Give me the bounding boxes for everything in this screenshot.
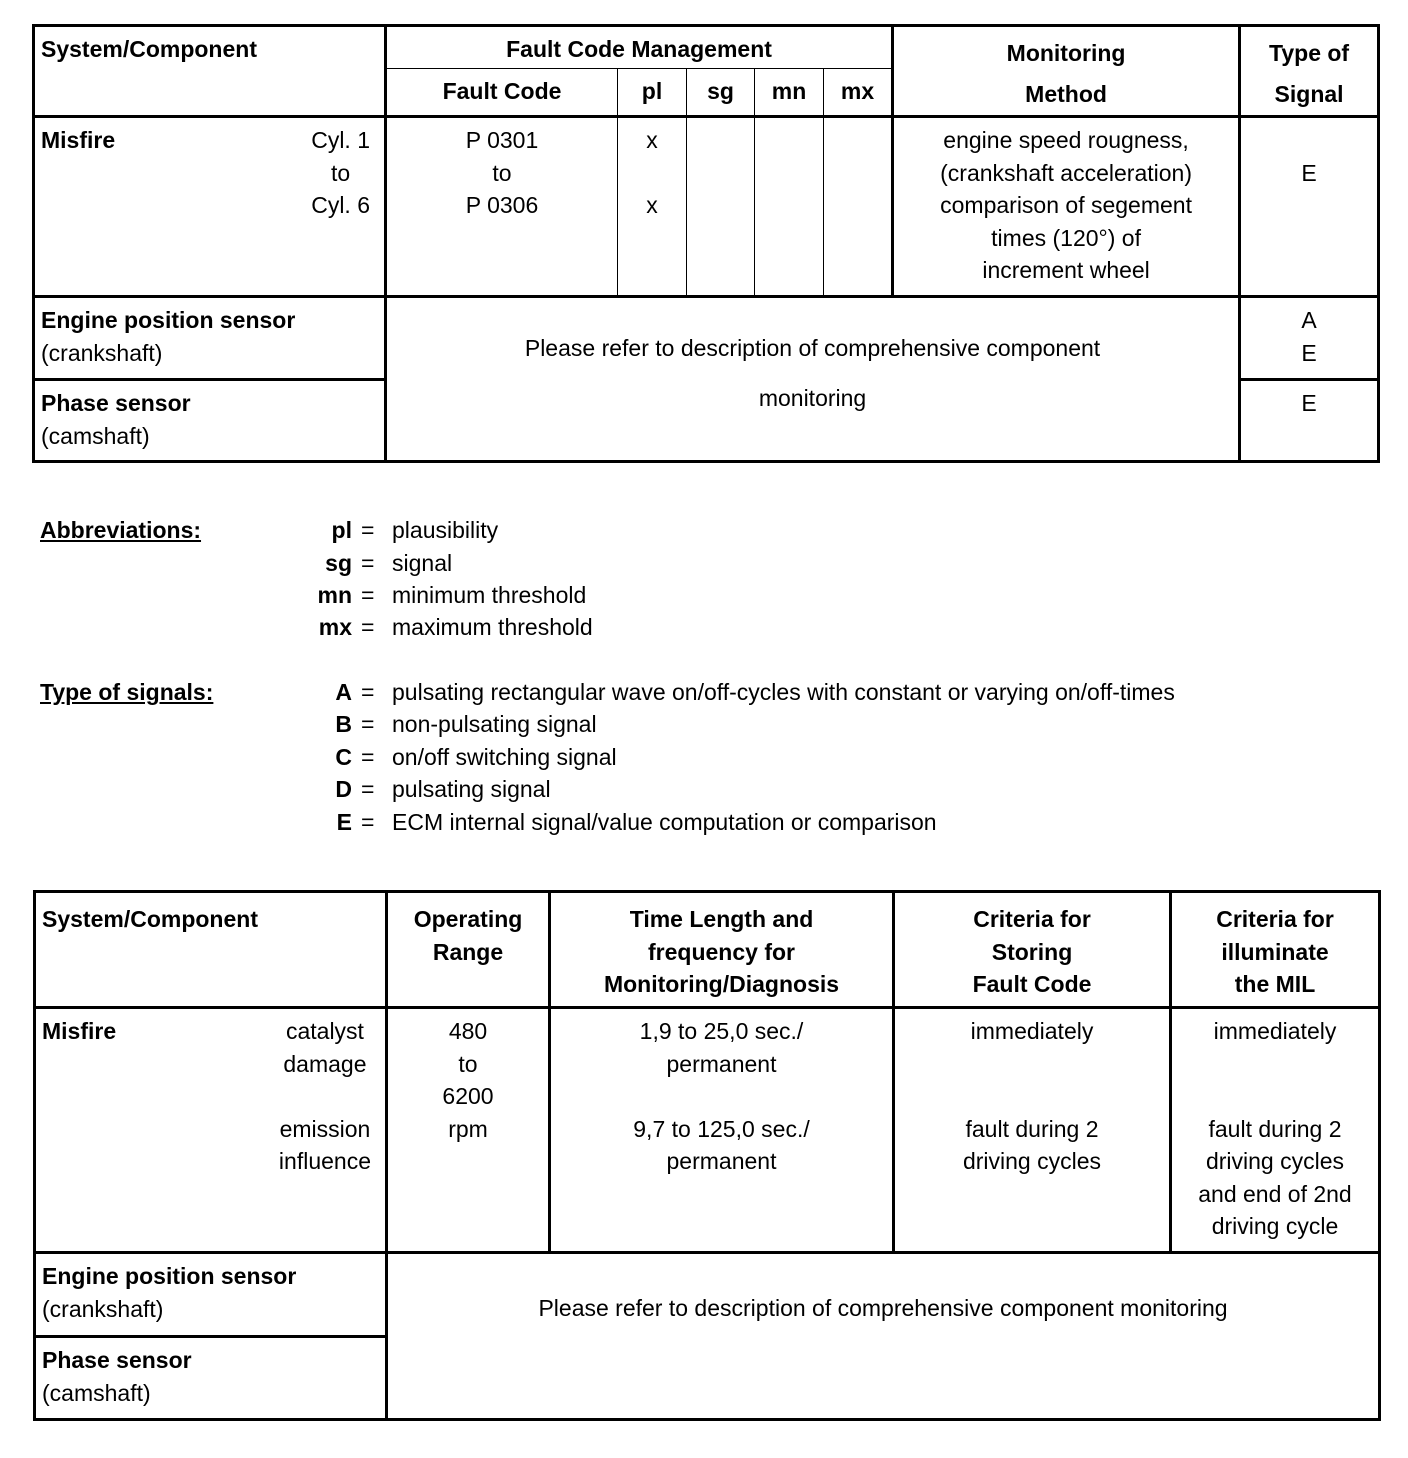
fault-code-table — [32, 24, 1380, 463]
abbr-value: maximum threshold — [392, 614, 593, 640]
table-row-engine-position — [34, 297, 1379, 380]
misfire-time-length: 1,9 to 25,0 sec./ permanent 9,7 to 125,0 sec./ permanent — [550, 1008, 894, 1253]
misfire-sg — [687, 117, 755, 297]
table-row-misfire — [35, 1008, 1380, 1253]
misfire-operating-range: 480 to 6200 rpm — [387, 1008, 550, 1253]
signal-value: pulsating rectangular wave on/off-cycles with constant or varying on/off-times — [392, 679, 1175, 705]
header-operating-range: Operating Range — [387, 892, 550, 1008]
abbr-key: pl — [331, 517, 352, 543]
abbr-key: mx — [318, 614, 352, 640]
signal-key: C — [335, 744, 352, 770]
misfire-label: Misfire — [42, 1018, 117, 1044]
operating-criteria-table — [33, 890, 1381, 1421]
header-time-length: Time Length and frequency for Monitoring/Diagnosis — [550, 892, 894, 1008]
header-criteria-storing: Criteria for Storing Fault Code — [894, 892, 1171, 1008]
phase-label: Phase sensor — [42, 1347, 192, 1373]
signal-value: on/off switching signal — [392, 744, 617, 770]
header-criteria-mil: Criteria for illuminate the MIL — [1171, 892, 1380, 1008]
signal-value: non-pulsating signal — [392, 711, 597, 737]
misfire-criteria-storing: immediately fault during 2 driving cycles — [894, 1008, 1171, 1253]
abbr-key: sg — [325, 550, 352, 576]
abbr-value: plausibility — [392, 517, 499, 543]
engine-position-cell — [35, 1253, 387, 1337]
phase-label: Phase sensor — [41, 390, 191, 416]
misfire-cell — [35, 1008, 387, 1253]
engine-position-label: Engine position sensor — [41, 307, 296, 333]
phase-cell — [34, 380, 386, 462]
misfire-signal: E — [1240, 117, 1379, 297]
misfire-cell — [34, 117, 386, 297]
misfire-criteria-mil: immediately fault during 2 driving cycles and end of 2nd driving cycle — [1171, 1008, 1380, 1253]
signal-value: pulsating signal — [392, 776, 551, 802]
misfire-mx — [824, 117, 893, 297]
header-system: System/Component — [35, 892, 387, 1008]
misfire-pl: x x — [618, 117, 687, 297]
engine-position-cell — [34, 297, 386, 380]
signal-key: E — [336, 809, 352, 835]
header-sg: sg — [687, 69, 755, 117]
misfire-cylinders: Cyl. 1 to Cyl. 6 — [311, 127, 370, 218]
signal-value: ECM internal signal/value computation or comparison — [392, 809, 937, 835]
refer-note: Please refer to description of comprehensive component monitoring — [387, 1253, 1380, 1420]
refer-note: Please refer to description of comprehensive component monitoring — [386, 297, 1240, 462]
table-row-misfire — [34, 117, 1379, 297]
header-fault-code: Fault Code — [386, 69, 618, 117]
header-pl: pl — [618, 69, 687, 117]
engine-position-label: Engine position sensor — [42, 1263, 297, 1289]
phase-cell — [35, 1337, 387, 1420]
misfire-conditions: catalyst damage emission influence — [278, 1018, 371, 1174]
header-mx: mx — [824, 69, 893, 117]
signal-key: A — [335, 679, 352, 705]
misfire-method: engine speed rougness, (crankshaft acceleration) comparison of segement times (120°) of increment wheel — [893, 117, 1240, 297]
engine-position-sub: (crankshaft) — [42, 1295, 164, 1322]
header-monitoring-method: Monitoring Method — [893, 26, 1240, 117]
abbr-key: mn — [317, 582, 352, 608]
signals-label: Type of signals: — [40, 679, 214, 705]
phase-signal: E — [1240, 380, 1379, 462]
table-row-engine-position — [35, 1253, 1380, 1337]
misfire-fault-codes: P 0301 to P 0306 — [386, 117, 618, 297]
abbreviations-label: Abbreviations: — [40, 517, 202, 543]
phase-sub: (camshaft) — [41, 422, 150, 449]
signal-key: D — [335, 776, 352, 802]
signal-key: B — [335, 711, 352, 737]
misfire-mn — [755, 117, 824, 297]
header-mn: mn — [755, 69, 824, 117]
header-type-of-signal: Type of Signal — [1240, 26, 1379, 117]
abbr-value: minimum threshold — [392, 582, 587, 608]
header-fault-code-management: Fault Code Management — [386, 26, 893, 69]
abbr-value: signal — [392, 550, 453, 576]
engine-position-sub: (crankshaft) — [41, 339, 163, 366]
header-system: System/Component — [34, 26, 386, 117]
engine-position-signal: A E — [1240, 297, 1379, 380]
phase-sub: (camshaft) — [42, 1379, 151, 1406]
misfire-label: Misfire — [41, 127, 116, 153]
